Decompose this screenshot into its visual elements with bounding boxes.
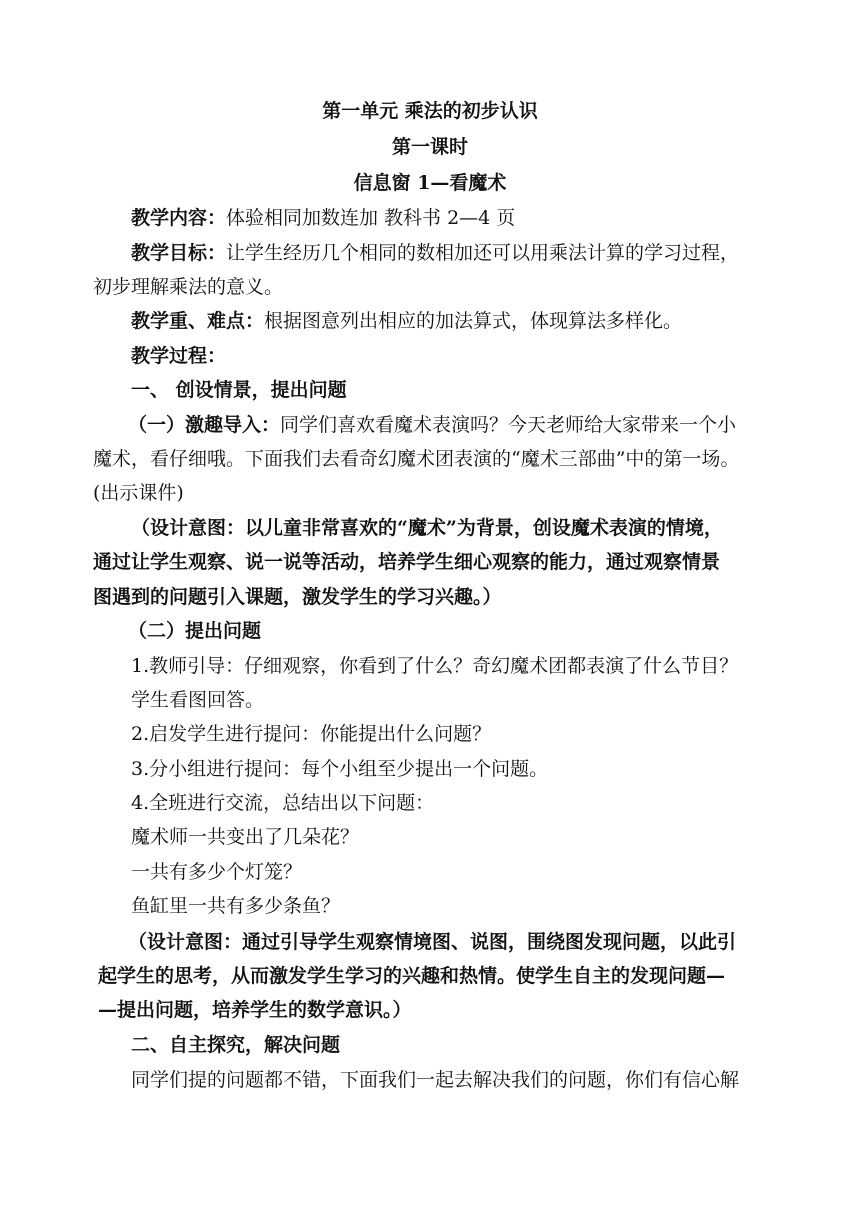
- teaching-goal-text-2: 初步理解乘法的意义。: [93, 276, 284, 298]
- teaching-goal-text-1: 让学生经历几个相同的数相加还可以用乘法计算的学习过程，: [226, 242, 740, 264]
- question-1: 魔术师一共变出了几朵花？: [131, 826, 360, 848]
- design-intent-2-line-3: —提出问题，培养学生的数学意识。）: [98, 999, 412, 1021]
- teaching-content: [131, 205, 515, 231]
- teaching-goal-label: 教学目标：: [131, 242, 227, 264]
- key-points-label: 教学重、难点：: [131, 310, 265, 332]
- part1-label: （一）激趣导入：: [128, 414, 281, 436]
- key-points-text: 根据图意列出相应的加法算式，体现算法多样化。: [264, 310, 683, 332]
- teaching-content-text: 体验相同加数连加 教科书 2—4 页: [226, 207, 516, 229]
- step-2: 2.启发学生进行提问：你能提出什么问题？: [131, 723, 492, 745]
- part1-intro: [128, 412, 736, 438]
- design-intent-2-line-1: （设计意图：通过引导学生观察情境图、说图，围绕图发现问题，以此引: [128, 931, 737, 953]
- section1-heading: 一、 创设情景，提出问题: [131, 379, 347, 401]
- design-intent-1-line-1: （设计意图：以儿童非常喜欢的“魔术”为背景，创设魔术表演的情境，: [131, 517, 723, 539]
- part1-text-1: 同学们喜欢看魔术表演吗？今天老师给大家带来一个小: [280, 414, 737, 436]
- step-1: 1.教师引导：仔细观察，你看到了什么？奇幻魔术团都表演了什么节目？: [131, 655, 739, 677]
- window-title: 信息窗 1—看魔术: [353, 172, 507, 194]
- step-3: 3.分小组进行提问：每个小组至少提出一个问题。: [131, 758, 549, 780]
- question-3: 鱼缸里一共有多少条鱼？: [131, 895, 341, 917]
- lesson-title: 第一课时: [391, 136, 468, 158]
- section2-heading: 二、自主探究，解决问题: [131, 1034, 341, 1056]
- question-2: 一共有多少个灯笼？: [131, 861, 303, 883]
- teaching-goal: [131, 240, 739, 266]
- design-intent-1-line-2: 通过让学生观察、说一说等活动，培养学生细心观察的能力，通过观察情景: [93, 551, 721, 573]
- process-label: 教学过程：: [131, 345, 227, 367]
- teaching-content-label: 教学内容：: [131, 207, 227, 229]
- key-points: [131, 308, 682, 334]
- design-intent-2-line-2: 起学生的思考，从而激发学生学习的兴趣和热情。使学生自主的发现问题—: [98, 965, 726, 987]
- step-4: 4.全班进行交流，总结出以下问题：: [131, 792, 435, 814]
- part2-label: （二）提出问题: [128, 620, 262, 642]
- design-intent-1-line-3: 图遇到的问题引入课题，激发学生的学习兴趣。）: [93, 586, 502, 608]
- part1-text-3: (出示课件): [93, 482, 184, 504]
- part1-text-2: 魔术，看仔细哦。下面我们去看奇幻魔术团表演的“魔术三部曲”中的第一场。: [93, 448, 740, 470]
- step-1-answer: 学生看图回答。: [131, 689, 265, 711]
- unit-title: 第一单元 乘法的初步认识: [322, 100, 538, 122]
- section2-text-1: 同学们提的问题都不错，下面我们一起去解决我们的问题，你们有信心解: [131, 1069, 740, 1091]
